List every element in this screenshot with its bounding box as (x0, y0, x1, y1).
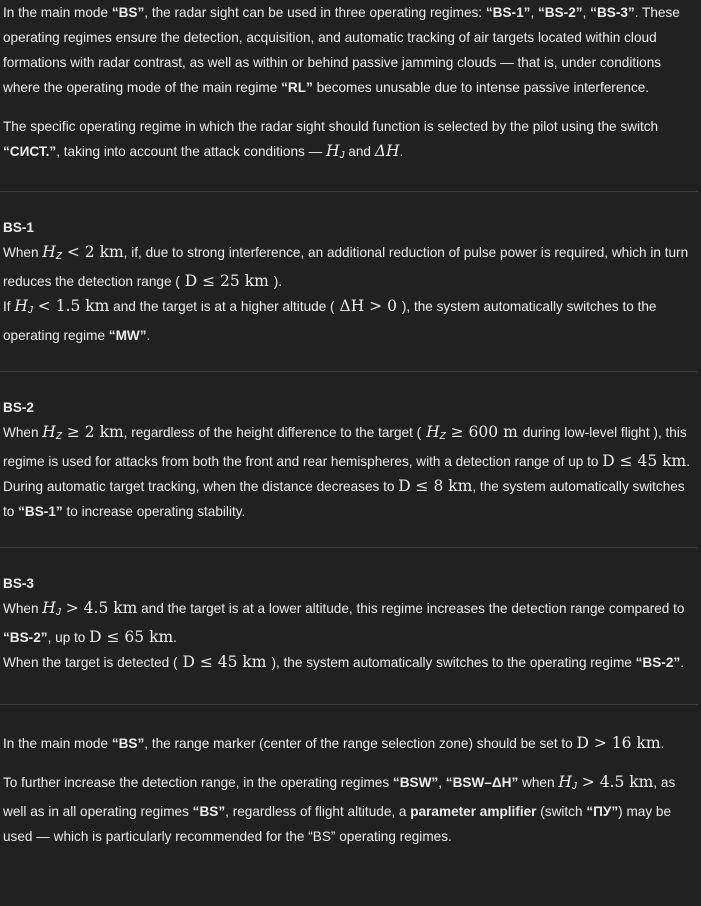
text: , (530, 5, 538, 20)
text: ). (273, 274, 283, 289)
text: . These operating regimes ensure the detection, acquisition, and automatic tracking of air targets located within cloud formations with radar contrast, as well as within or behind passive jamming clouds — that is, under conditions where the operating mode of the main regime (3, 5, 680, 95)
math-h: H (42, 243, 56, 261)
term-bs2: “BS-2” (3, 630, 48, 645)
bs2-line-1 (3, 420, 695, 474)
text: . (146, 328, 151, 343)
term-bs: “BS” (111, 736, 145, 751)
bs3-line-1 (3, 596, 695, 650)
section-title-bs2: BS-2 (3, 400, 34, 415)
math-h: H (325, 142, 340, 160)
math-expr: D ≤ 25 km (179, 272, 274, 290)
text: , if, due to strong interference, an additional reduction of pulse power is required, which in turn reduces the detection range ( (3, 245, 689, 289)
text: , (438, 775, 446, 790)
math-sub-z: Z (55, 431, 62, 442)
math-sub-j: J (339, 150, 345, 161)
term-bs: “BS” (111, 5, 145, 20)
text: ) may be used — which is particularly recommended for the “BS” operating regimes. (3, 804, 672, 844)
text: . (173, 630, 177, 645)
text: ), the system automatically switches to the operating regime (271, 655, 636, 670)
math-expr: ΔH > 0 (334, 297, 402, 315)
term-bs: “BS” (192, 804, 226, 819)
text: during low-level flight ), this regime is used for attacks from both the front and rear hemispheres, with a detection range of up to (3, 425, 687, 469)
math-sub-z: Z (55, 251, 62, 262)
math-expr: < 2 km (61, 243, 124, 261)
intro-paragraph-2 (3, 114, 695, 168)
math-expr: D ≤ 45 km (177, 653, 272, 671)
text: and the target is at a lower altitude, this regime increases the detection range compared to (137, 601, 685, 616)
term-mw: “MW” (108, 328, 147, 343)
text: The specific operating regime in which the radar sight should function is selected by the pilot using the switch (3, 119, 659, 134)
math-expr: D ≤ 45 km (602, 452, 687, 470)
math-expr: ≥ 600 m (445, 423, 523, 441)
outro-paragraph-1 (3, 731, 695, 756)
text: When (3, 425, 43, 440)
divider (0, 191, 698, 192)
math-expr: D > 16 km (576, 734, 661, 752)
divider (0, 547, 698, 548)
text: and (344, 144, 375, 159)
term-bsw: “BSW” (392, 775, 439, 790)
math-sub-j: J (571, 781, 577, 792)
divider (0, 371, 698, 372)
term-bs1: “BS-1” (18, 504, 63, 519)
text: and the target is at a higher altitude ( (109, 299, 335, 314)
text: , up to (47, 630, 90, 645)
text: , the system automatically switches to (3, 479, 685, 519)
term-switch-sist: “СИСТ.” (3, 144, 57, 159)
term-bs2: “BS-2” (538, 5, 583, 20)
outro-paragraph-2 (3, 770, 695, 849)
text: when (518, 775, 559, 790)
math-expr: ≥ 2 km (61, 423, 124, 441)
text: . (660, 736, 665, 751)
section-title-bs1: BS-1 (3, 220, 34, 235)
bs3-line-2 (3, 650, 695, 675)
term-bs2: “BS-2” (635, 655, 681, 670)
term-bs3: “BS-3” (590, 5, 635, 20)
text: . (399, 144, 404, 159)
text: (switch (536, 804, 587, 819)
text: When (3, 601, 43, 616)
text: . (680, 655, 684, 670)
text: In the main mode (3, 736, 112, 751)
text: , (582, 5, 591, 20)
math-delta-h: ΔH (374, 142, 400, 160)
text: , regardless of flight altitude, a (225, 804, 411, 819)
text: , regardless of the height difference to the target ( (123, 425, 422, 440)
math-h: H (14, 297, 28, 315)
text: . (686, 454, 690, 469)
term-rl: “RL” (281, 80, 313, 95)
bs1-line-2 (3, 294, 695, 348)
term-bsw-dh: “BSW–ΔH” (445, 775, 519, 790)
text: , as well as in all operating regimes (3, 775, 676, 819)
section-title-bs3: BS-3 (3, 576, 34, 591)
bs1-line-1 (3, 240, 695, 294)
math-h: H (558, 773, 572, 791)
term-bs1: “BS-1” (485, 5, 531, 20)
bs2-line-2 (3, 474, 695, 524)
text: , the range marker (center of the range selection zone) should be set to (144, 736, 577, 751)
text: becomes unusable due to intense passive interference. (312, 80, 650, 95)
text: To further increase the detection range, in the operating regimes (3, 775, 393, 790)
text: In the main mode (3, 5, 112, 20)
text: , taking into account the attack conditions — (56, 144, 326, 159)
math-expr: > 4.5 km (60, 599, 138, 617)
math-sub-z: Z (439, 431, 446, 442)
text: When (3, 245, 43, 260)
math-sub-j: J (55, 607, 61, 618)
term-parameter-amplifier: parameter amplifier (410, 804, 537, 819)
math-expr: < 1.5 km (32, 297, 110, 315)
text: , the radar sight can be used in three operating regimes: (144, 5, 486, 20)
text: During automatic target tracking, when the distance decreases to (3, 479, 399, 494)
text: If (3, 299, 15, 314)
text: to increase operating stability. (62, 504, 246, 519)
math-expr: > 4.5 km (576, 773, 654, 791)
math-h: H (42, 599, 56, 617)
math-sub-j: J (27, 305, 33, 316)
math-expr: D ≤ 8 km (398, 477, 473, 495)
term-switch-pu: “ПУ” (586, 804, 619, 819)
math-h: H (42, 423, 56, 441)
divider (0, 704, 698, 705)
text: When the target is detected ( (3, 655, 178, 670)
intro-paragraph-1 (3, 0, 695, 100)
math-h: H (421, 423, 440, 441)
math-expr: D ≤ 65 km (89, 628, 174, 646)
text: ), the system automatically switches to the operating regime (3, 299, 657, 343)
